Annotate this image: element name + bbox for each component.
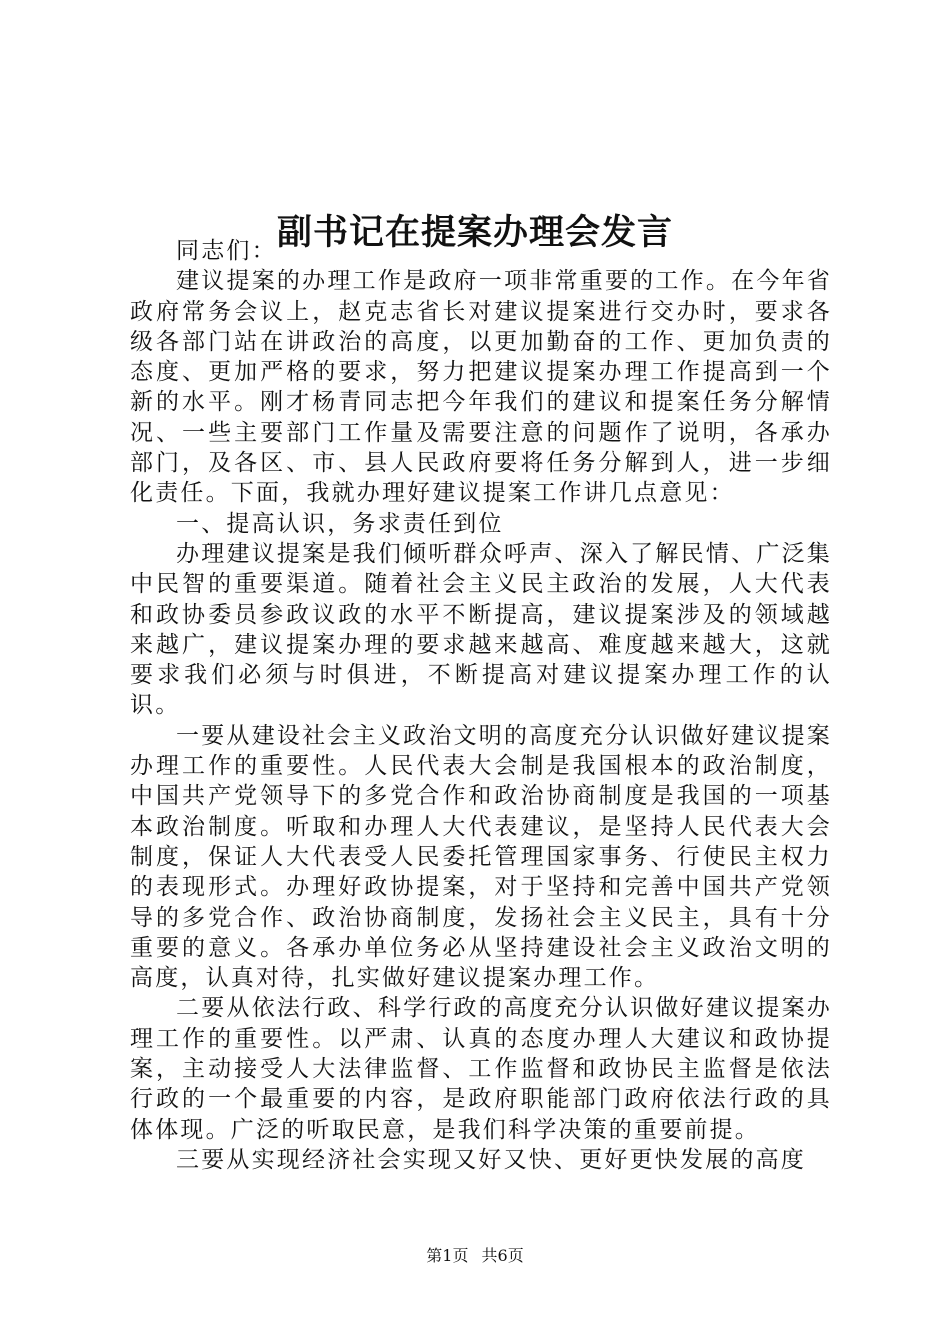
paragraph-intro: 建议提案的办理工作是政府一项非常重要的工作。在今年省政府常务会议上，赵克志省长对建议提案进行交办时，要求各级各部门站在讲政治的高度，以更加勤奋的工作、更加负责的态度、更加严格的要求，努力把建议提案办理工作提高到一个新的水平。刚才杨青同志把今年我们的建议和提案任务分解情况、一些主要部门工作量及需要注意的问题作了说明，各承办部门，及各区、市、县人民政府要将任务分解到人，进一步细化责任。下面，我就办理好建议提案工作讲几点意见： <box>130 268 832 507</box>
paragraph-salutation: 同志们： <box>176 238 277 264</box>
document-body <box>130 236 832 1175</box>
paragraph-point-3: 三要从实现经济社会实现又好又快、更好更快发展的高度 <box>176 1146 806 1173</box>
page-number: 第1页 <box>426 1246 469 1265</box>
section-heading-1: 一、提高认识，务求责任到位 <box>176 510 504 537</box>
page-total: 共6页 <box>481 1246 524 1265</box>
document-title: 副书记在提案办理会发言 <box>276 212 673 254</box>
paragraph-point-1: 一要从建设社会主义政治文明的高度充分认识做好建议提案办理工作的重要性。人民代表大会制是我国根本的政治制度，中国共产党领导下的多党合作和政治协商制度是我国的一项基本政治制度。听取和办理人大代表建议，是坚持人民代表大会制度，保证人大代表受人民委托管理国家事务、行使民主权力的表现形式。办理好政协提案，对于坚持和完善中国共产党领导的多党合作、政治协商制度，发扬社会主义民主，具有十分重要的意义。各承办单位务必从坚持建设社会主义政治文明的高度，认真对待，扎实做好建议提案办理工作。 <box>130 722 832 992</box>
paragraph-point-2: 二要从依法行政、科学行政的高度充分认识做好建议提案办理工作的重要性。以严肃、认真的态度办理人大建议和政协提案，主动接受人大法律监督、工作监督和政协民主监督是依法行政的一个最重要的内容，是政府职能部门政府依法行政的具体体现。广泛的听取民意，是我们科学决策的重要前提。 <box>130 995 832 1143</box>
page-footer <box>0 1245 950 1267</box>
paragraph-channel: 办理建议提案是我们倾听群众呼声、深入了解民情、广泛集中民智的重要渠道。随着社会主义民主政治的发展，人大代表和政协委员参政议政的水平不断提高，建议提案涉及的领域越来越广，建议提案办理的要求越来越高、难度越来越大，这就要求我们必须与时俱进，不断提高对建议提案办理工作的认识。 <box>130 540 832 719</box>
